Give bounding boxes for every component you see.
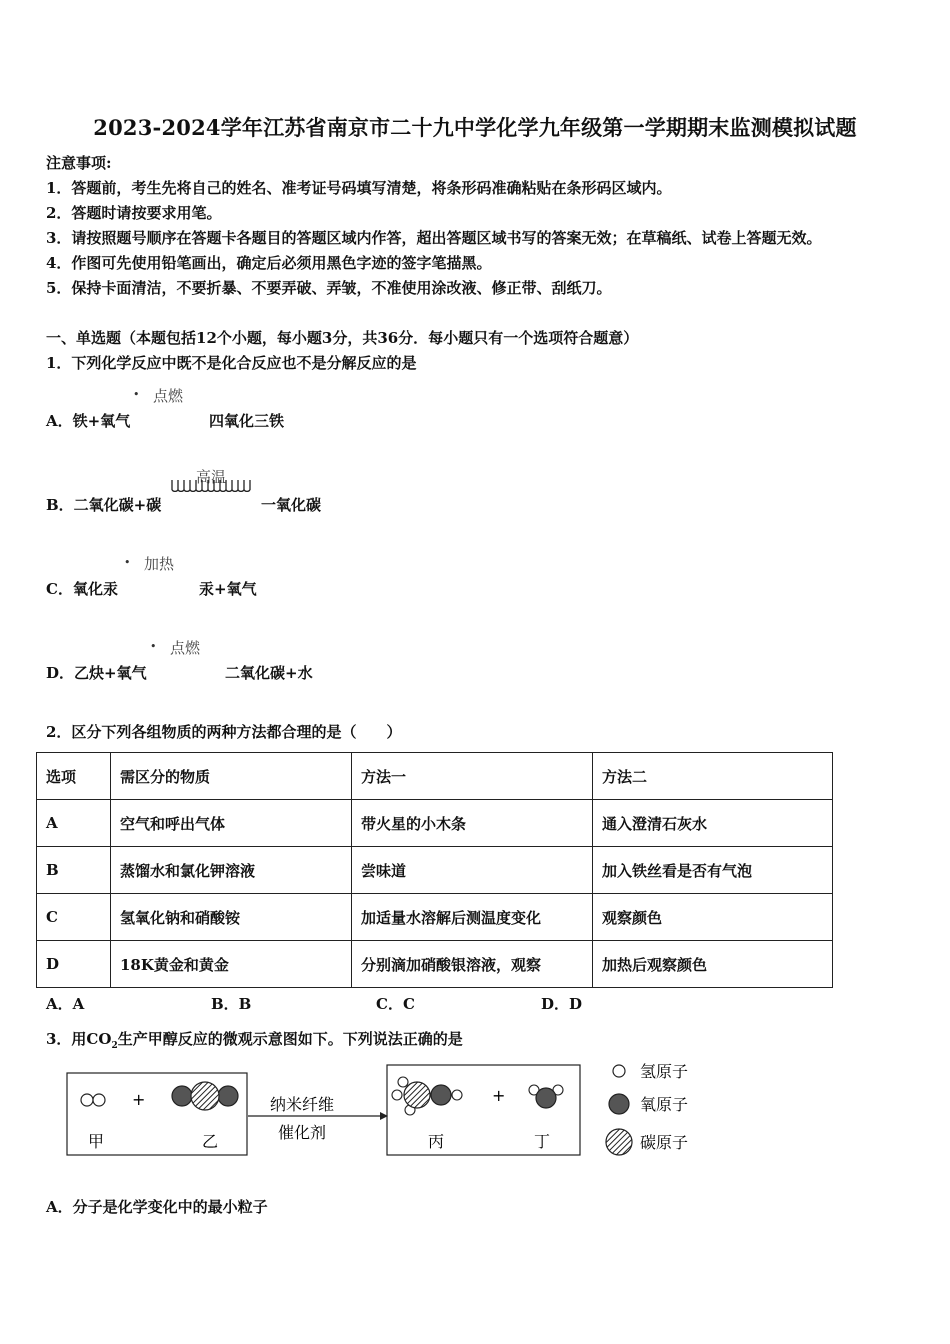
question-3-stem: 3．用$CO_2$生产甲醇反应的微观示意图如下。下列说法正确的是 (46, 1030, 463, 1051)
table-header-cell: 方法一 (352, 753, 593, 800)
carbon-atom (404, 1082, 430, 1108)
option-left: B．二氧化碳+碳 (46, 496, 162, 514)
choice-c: C．C (376, 995, 415, 1013)
table-cell: 分别滴加硝酸银溶液，观察 (352, 941, 593, 988)
option-left: D．乙炔+氧气 (46, 664, 147, 682)
notice-item: 4．作图可先使用铅笔画出，确定后必须用黑色字迹的签字笔描黑。 (46, 254, 492, 272)
label-jia: 甲 (88, 1132, 105, 1151)
table-header-cell: 需区分的物质 (111, 753, 352, 800)
section-heading: 一、单选题（本题包括12个小题，每小题3分，共36分．每小题只有一个选项符合题意） (46, 329, 639, 347)
plus-sign: + (132, 1090, 146, 1109)
legend-hydrogen-label: 氢原子 (640, 1062, 689, 1081)
table-row (37, 894, 833, 941)
question-3-option-a: A．分子是化学变化中的最小粒子 (46, 1198, 268, 1216)
choice-b: B．B (211, 995, 252, 1013)
table-row (37, 847, 833, 894)
question-2-stem: 2．区分下列各组物质的两种方法都合理的是（ ） (46, 723, 402, 741)
table-cell: 加入铁丝看是否有气泡 (593, 847, 833, 894)
table-header-row (37, 753, 833, 800)
table-cell: 蒸馏水和氯化钾溶液 (111, 847, 352, 894)
legend-oxygen-label: 氧原子 (640, 1095, 689, 1114)
table-cell: 带火星的小木条 (352, 800, 593, 847)
choice-a: A．A (46, 995, 85, 1013)
notice-item: 2．答题时请按要求用笔。 (46, 204, 222, 222)
hydrogen-atom (452, 1090, 462, 1100)
question-1-stem: 1．下列化学反应中既不是化合反应也不是分解反应的是 (46, 354, 417, 372)
option-right: 汞+氧气 (199, 580, 257, 598)
table-cell: 18K黄金和黄金 (111, 941, 352, 988)
table-cell: D (37, 941, 111, 988)
reaction-condition: 加热 (144, 555, 175, 573)
table-cell: 尝味道 (352, 847, 593, 894)
label-ding: 丁 (534, 1132, 551, 1151)
table-cell: A (37, 800, 111, 847)
arrow-label-bottom: 催化剂 (278, 1123, 327, 1142)
dot-mark: • (150, 640, 157, 653)
label-bing: 丙 (428, 1132, 445, 1151)
table-cell: 氢氧化钠和硝酸铵 (111, 894, 352, 941)
oxygen-atom (536, 1088, 556, 1108)
notice-heading: 注意事项: (46, 154, 112, 172)
label-yi: 乙 (202, 1132, 219, 1151)
reaction-arrow-wavy (170, 478, 256, 492)
legend-oxygen-icon (609, 1094, 629, 1114)
table-row (37, 941, 833, 988)
table-row (37, 800, 833, 847)
hydrogen-atom (81, 1094, 93, 1106)
notice-item: 1．答题前，考生先将自己的姓名、准考证号码填写清楚，将条形码准确粘贴在条形码区域内。 (46, 179, 672, 197)
notice-item: 5．保持卡面清洁，不要折暴、不要弄破、弄皱，不准使用涂改液、修正带、刮纸刀。 (46, 279, 612, 297)
arrow-label-top: 纳米纤维 (270, 1095, 335, 1114)
oxygen-atom (431, 1085, 451, 1105)
reaction-condition: 点燃 (170, 639, 201, 657)
table-cell: 空气和呼出气体 (111, 800, 352, 847)
hydrogen-atom (93, 1094, 105, 1106)
page-title: 2023-2024学年江苏省南京市二十九中学化学九年级第一学期期末监测模拟试题 (93, 115, 857, 140)
table-header-cell: 选项 (37, 753, 111, 800)
hydrogen-atom (392, 1090, 402, 1100)
option-right: 四氧化三铁 (209, 412, 285, 430)
option-left: A．铁+氧气 (46, 412, 131, 430)
plus-sign: + (492, 1086, 506, 1105)
reaction-condition: 点燃 (153, 387, 184, 405)
dot-mark: • (133, 388, 140, 401)
dot-mark: • (124, 556, 131, 569)
legend-carbon-icon (606, 1129, 632, 1155)
comparison-table (36, 752, 833, 988)
table-header-cell: 方法二 (593, 753, 833, 800)
legend-carbon-label: 碳原子 (640, 1133, 689, 1152)
reaction-micro-diagram (60, 1060, 710, 1160)
oxygen-atom (172, 1086, 192, 1106)
oxygen-atom (218, 1086, 238, 1106)
table-cell: B (37, 847, 111, 894)
reaction-condition: 高温 (196, 468, 227, 486)
legend-hydrogen-icon (613, 1065, 625, 1077)
table-cell: 观察颜色 (593, 894, 833, 941)
notice-item: 3．请按照题号顺序在答题卡各题目的答题区域内作答，超出答题区域书写的答案无效；在草稿纸、试卷上答题无效。 (46, 229, 822, 247)
carbon-atom (191, 1082, 219, 1110)
option-right: 二氧化碳+水 (225, 664, 313, 682)
hydrogen-atom (398, 1077, 408, 1087)
table-cell: 加热后观察颜色 (593, 941, 833, 988)
option-left: C．氧化汞 (46, 580, 118, 598)
products-box (387, 1065, 580, 1155)
table-cell: 加适量水溶解后测温度变化 (352, 894, 593, 941)
option-right: 一氧化碳 (261, 496, 322, 514)
table-cell: 通入澄清石灰水 (593, 800, 833, 847)
table-cell: C (37, 894, 111, 941)
choice-d: D．D (541, 995, 583, 1013)
